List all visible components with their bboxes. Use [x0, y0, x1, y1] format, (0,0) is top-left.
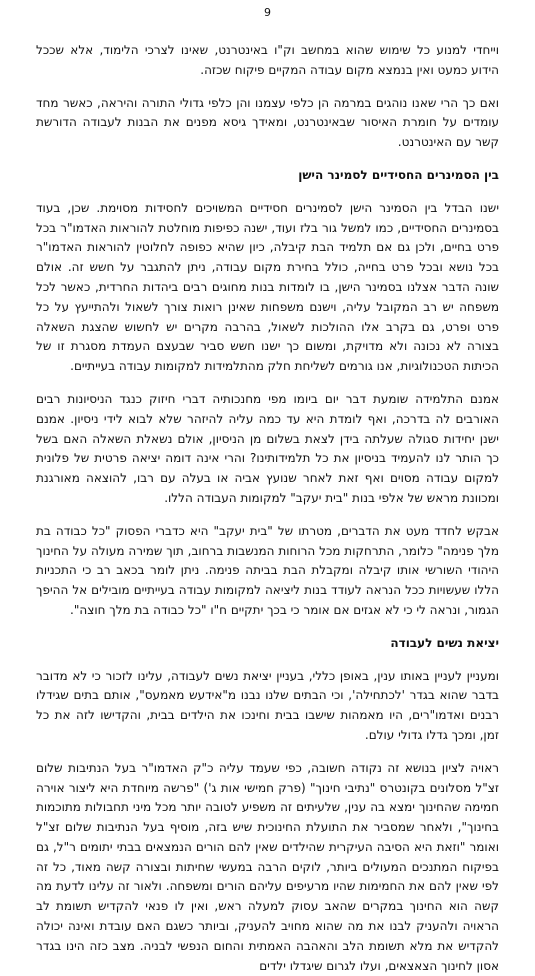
paragraph-student-trials: אמנם התלמידה שומעת דבר יום ביומו מפי מחנכותיה דברי חיזוק כנגד הניסיונות רבים האורבים לה בדרכה, ואף לומדת היא עד כמה עליה להיזהר שלא לבוא לידי ניסיון. אמנם ישנן יחידות סגולה שעלתה בידן לצאת בשלום מן הניסיון, אולם נשאלת השאלה האם בשל כך הותר לנו להעמיד בניסיון את כל תלמידותינו? והרי אינה דומה יציאה פרטית של פלונית למקום עבודה מסוים ואף זאת לאחר שנועץ אביה או בעלה עם רבו, להוצאה מאורגנת ומכוונת מראש של אלפי בנות "בית יעקב" למקומות העבודה הללו. — [36, 391, 499, 505]
paragraph-deception: ואם כך הרי שאנו נוהגים במרמה הן כלפי עצמנו והן כלפי גדולי התורה והיראה, כאשר מחד עומדים על חומרת האיסור שבאינטרנט, ומאידך גיסא מפנים את הבנות לעבודה הדורשת קשר עם האינטרנט. — [36, 95, 499, 150]
section-heading-women-work: יציאת נשים לעבודה — [390, 635, 499, 650]
paragraph-beit-yaakov-goal: אבקש לחדד מעט את הדברים, מטרתו של "בית יעקב" היא כדברי הפסוק "כל כבודה בת מלך פנימה" כלומר, התרחקות מכל הרוחות המנשבות ברחוב, תוך שמירה מעולה על החינוך היהודי השורשי אותו קיבלה ומקבלת הבת בביתה פנימה. ניתן לומר בכאב רב כי התכניות הללו שעשויות ככל הנראה לעודד בנות ליציאה למקומות עבודה בעייתיים מובילים אל ההיפך הגמור, ונראה לי כי לא אגזים אם אומר כי בכך יתקיים ח"ו "כל כבודה בת מלך חוצה". — [36, 523, 499, 617]
paragraph-netivot-shalom: ראויה לציון בנושא זה נקודה חשובה, כפי שעמד עליה כ"ק האדמו"ר בעל הנתיבות שלום זצ"ל מסלונים בקונטרס "נתיבי חינוך" (פרק חמישי אות ג') "פרשה מיוחדת היא ליצור אוירה חמימה שהחינוך ימצא בה ענין, שלעיתים זה משפיע לטובה יותר מכל מיני תחבולות מתוכמות בחינוך", ולאחר שמסביר את התועלת החינוכית שיש בזה, מוסיף בעל הנתיבות שלום זצ"ל ואומר "וזאת היא הסיבה העיקרית שהילדים שאין להם הורים הנמצאים בבתי יתומים ר"ל, גם בפיקוח המתנכים המעולים ביותר, לוקים הרבה במעשי שחיתות ובצורה קשה מאוד, כל זה לפי שאין להם את החמימות שהיו מרעיפים עליהם הורים ומשפחה. ולאור זה עלינו לדעת מה קשה הוא החינוך במקרים שהאב עסוק למעלה ראש, ואין לו פנאי להקדיש תשומת לב הראויה ולהעניק לבנו את מה שהוא מחויב להעניק, וביותר כשגם האם עובדת ואינה יכולה להקדיש את מלא תשומת הלב והאהבה האמתית והחום הנפשי לבניה. מצב כזה הינו בגדר אסון לחינוך הצאצאים, ועלו לגרום שיגדלו ילדים — [36, 760, 499, 973]
paragraph-women-work: ומעניין לעניין באותו ענין, באופן כללי, בעניין יציאת נשים לעבודה, עלינו לזכור כי לא מדובר בדבר שהוא בגדר 'לכתחילה', וכי הבתים שלנו נבנו מ"אידעש מאמעס", אותם בתים שגידלו רבנים ואדמו"רים, היו מאמהות שישבו בבית וחינכו את הילדים בבית, והקדישו לזה את כל זמן, ומכך גדלו גדולי עולם. — [36, 668, 499, 742]
page-number: 9 — [264, 6, 271, 19]
paragraph-seminary-difference: ישנו הבדל בין הסמינר הישן לסמינרים חסידיים המשויכים לחסידות מסוימת. שכן, בעוד בסמינרים החסידיים, כמו למשל גור בלז ועוד, ישנה כפיפות מוחלטת להוראות האדמו"ר בכל פרט בחיים, ולכן גם אם תלמיד הבת קיבלה, כיון שהיא כפופה לחלוטין להוראות האדמו"ר בכל נושא ובכל פרט בחייה, כולל בחירת מקום עבודה, ניתן להתגבר על חשש זה. אולם שונה הדבר אצלנו בסמינר הישן, בו לומדות בנות מחוגים רבים ביהדות החרדית, כאשר לכל משפחה יש רב המקובל עליה, וישנם משפחות שאינן רואות צורך לשאול ולהתייעץ על כל פרט ופרט, גם בקרב אלו ההולכות לשאול, בהרבה מקרים יש לחשוש שהצגת השאלה בצורה לא נכונה ולא מדויקת, ומשום כך ישנו חשש סביר שבעצם העמדת מסגרת זו של הכיתות הטכנולוגיות, אנו גורמים לשליחת חלק מהתלמידות למקומות עבודה בעייתיים. — [36, 200, 499, 374]
paragraph-internet-supervision: וייחדי למנוע כל שימוש שהוא במחשב וק"ו באינטרנט, שאינו לצרכי הלימוד, אלא שככל הידוע כמעט ואין בנמצא מקום עבודה המקיים פיקוח שכזה. — [36, 43, 499, 77]
section-heading-seminaries: בין הסמינרים החסידיים לסמינר הישן — [298, 167, 499, 182]
